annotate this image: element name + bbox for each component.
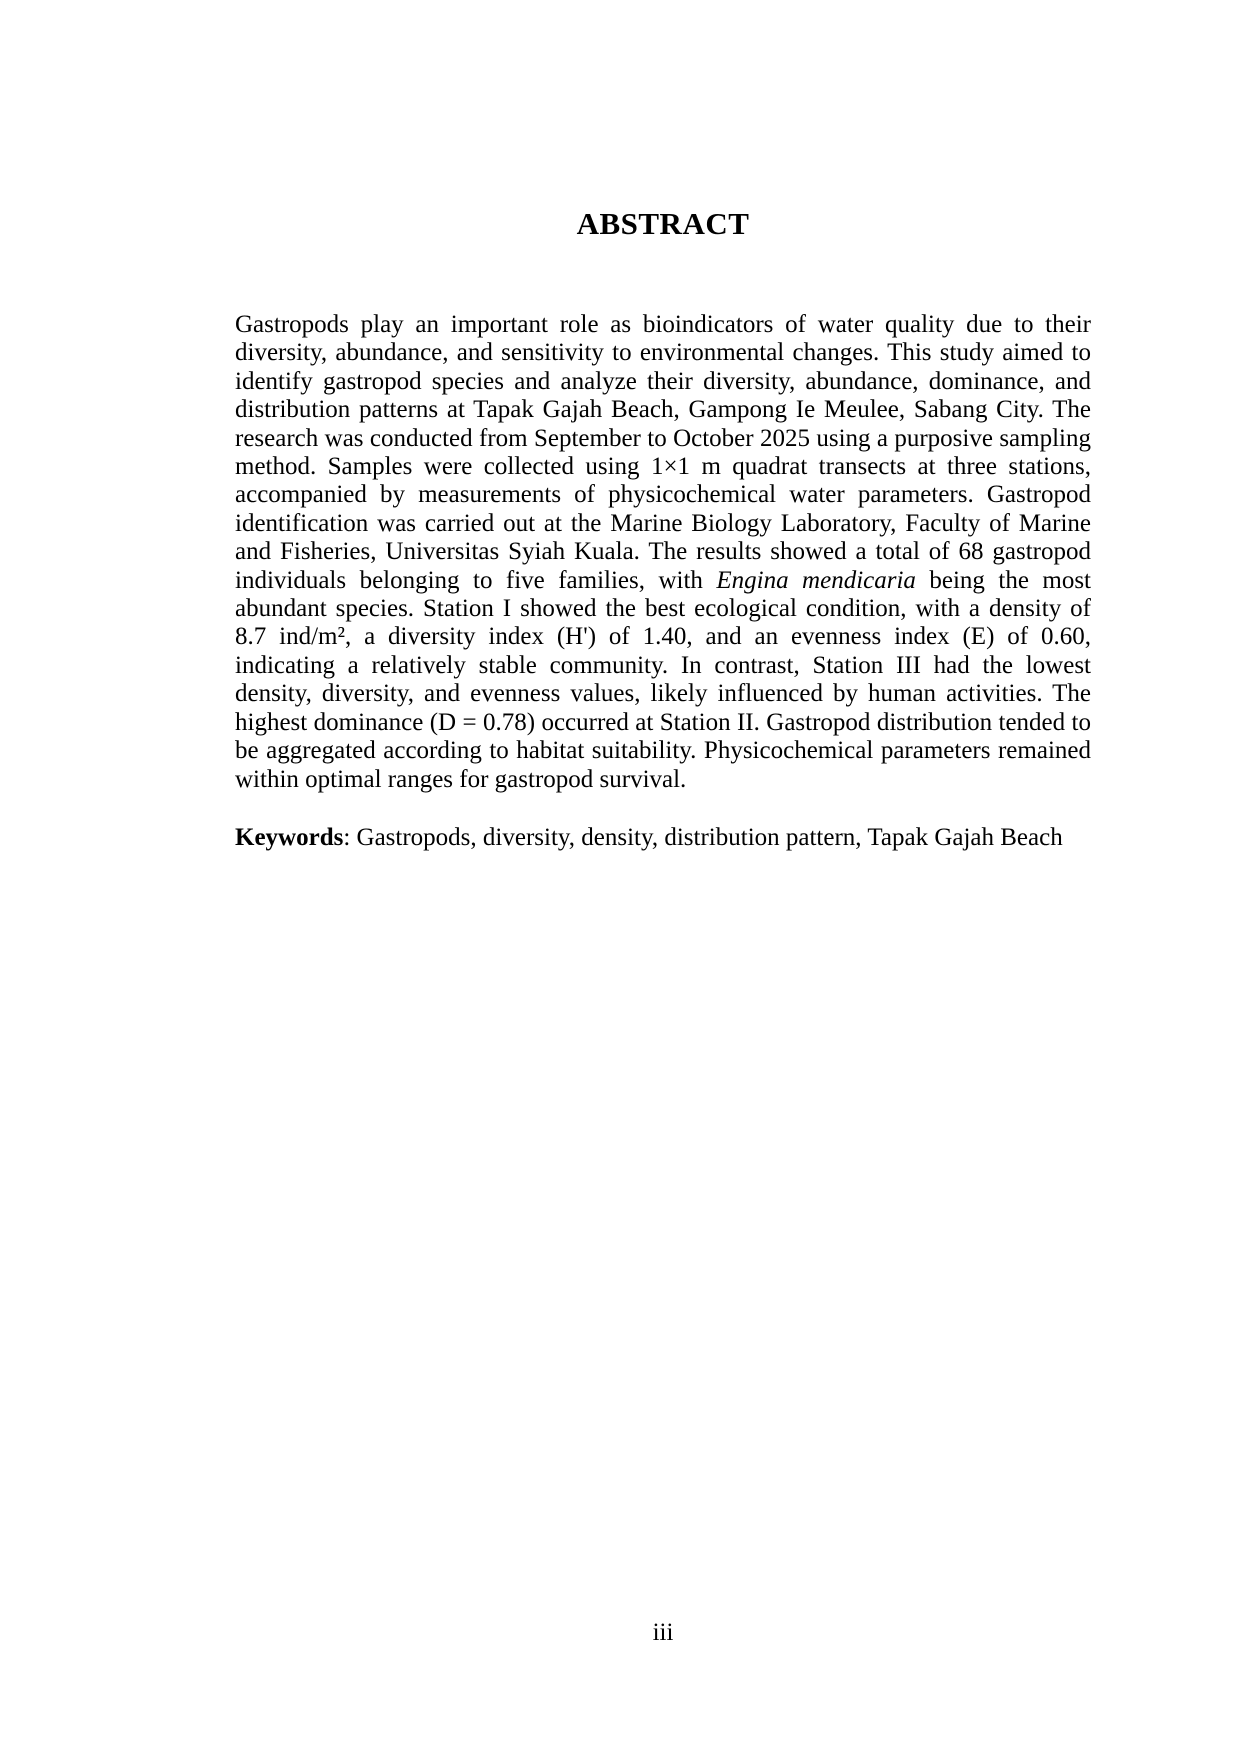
keywords-label: Keywords	[235, 824, 344, 851]
abstract-text-after-species: being the most abundant species. Station I showed the best ecological condition, with a density of 8.7 ind/m², a diversity index (H') of 1.40, and an evenness index (E) of 0.60, indicating a relatively stable community. In contrast, Station III had the lowest density, diversity, and evenness values, likely influenced by human activities. The highest dominance (D = 0.78) occurred at Station II. Gastropod distribution tended to be aggregated according to habitat suitability. Physicochemical parameters remained within optimal ranges for gastropod survival.	[235, 566, 1091, 793]
page-title: ABSTRACT	[576, 206, 750, 241]
keywords-line	[235, 824, 1091, 852]
keywords-text: : Gastropods, diversity, density, distribution pattern, Tapak Gajah Beach	[343, 824, 1063, 851]
abstract-paragraph	[235, 311, 1091, 794]
page-number: iii	[652, 1619, 674, 1646]
abstract-text-before-species: Gastropods play an important role as bioindicators of water quality due to their diversity, abundance, and sensitivity to environmental changes. This study aimed to identify gastropod species and analyze their diversity, abundance, dominance, and distribution patterns at Tapak Gajah Beach, Gampong Ie Meulee, Sabang City. The research was conducted from September to October 2025 using a purposive sampling method. Samples were collected using 1×1 m quadrat transects at three stations, accompanied by measurements of physicochemical water parameters. Gastropod identification was carried out at the Marine Biology Laboratory, Faculty of Marine and Fisheries, Universitas Syiah Kuala. The results showed a total of 68 gastropod individuals belonging to five families, with	[235, 311, 1091, 594]
species-name-italic: Engina mendicaria	[716, 566, 916, 594]
